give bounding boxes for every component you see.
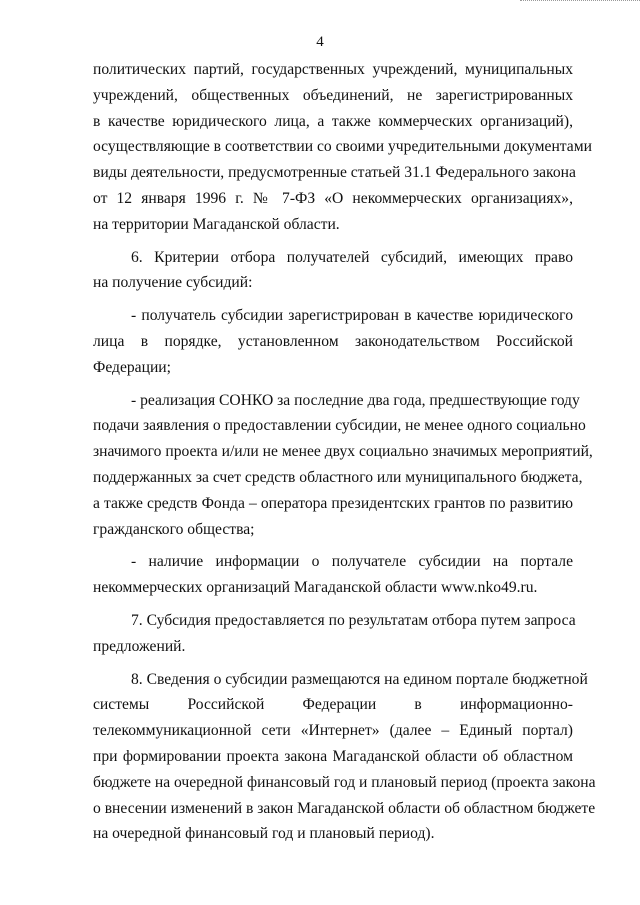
- text-line: гражданского общества;: [93, 520, 255, 538]
- paragraph-gap: [93, 601, 573, 608]
- text-line: в качестве юридического лица, а также коммерческих организаций),: [93, 112, 573, 130]
- page-number: 4: [316, 34, 324, 50]
- text-line: виды деятельности, предусмотренные статьей 31.1 Федерального закона: [93, 164, 576, 182]
- text-line: от 12 января 1996 г. № 7-ФЗ «О некоммерческих организациях»,: [93, 189, 573, 207]
- text-line: - реализация СОНКО за последние два года, предшествующие году: [131, 391, 580, 409]
- text-line: 6. Критерии отбора получателей субсидий, имеющих право: [131, 248, 573, 266]
- text-line: системы Российской Федерации в информационно-: [93, 696, 573, 714]
- text-line: подачи заявления о предоставлении субсидии, не менее одного социально: [93, 417, 586, 435]
- paragraph-gap: [93, 296, 573, 303]
- text-line: на получение субсидий:: [93, 274, 253, 292]
- paragraph-gap: [93, 660, 573, 667]
- text-line: поддержанных за счет средств областного или муниципального бюджета,: [93, 468, 583, 486]
- text-line: лица в порядке, установленном законодательством Российской: [93, 332, 573, 350]
- text-line: 7. Субсидия предоставляется по результатам отбора путем запроса: [131, 611, 576, 629]
- text-line: некоммерческих организаций Магаданской области www.nko49.ru.: [93, 579, 538, 597]
- text-line: политических партий, государственных учреждений, муниципальных: [93, 61, 573, 78]
- text-line: при формировании проекта закона Магаданской области об областном: [93, 747, 573, 765]
- text-line: 8. Сведения о субсидии размещаются на едином портале бюджетной: [131, 670, 588, 688]
- text-line: на очередной финансовый год и плановый период).: [93, 825, 435, 843]
- text-line: учреждений, общественных объединений, не зарегистрированных: [93, 86, 573, 104]
- text-line: а также средств Фонда – оператора президентских грантов по развитию: [93, 494, 573, 512]
- text-line: телекоммуникационной сети «Интернет» (далее – Единый портал): [93, 722, 573, 740]
- text-line: о внесении изменений в закон Магаданской области об областном бюджете: [93, 799, 596, 817]
- paragraph-gap: [93, 381, 573, 388]
- scan-edge-mark: [520, 0, 640, 6]
- text-line: бюджете на очередной финансовый год и плановый период (проекта закона: [93, 773, 596, 791]
- text-line: значимого проекта и/или не менее двух социально значимых мероприятий,: [93, 443, 593, 461]
- text-line: осуществляющие в соответствии со своими учредительными документами: [93, 138, 592, 156]
- text-line: предложений.: [93, 637, 186, 655]
- text-line: Федерации;: [93, 358, 171, 376]
- text-line: - получатель субсидии зарегистрирован в качестве юридического: [131, 307, 573, 325]
- document-body: [93, 57, 596, 847]
- text-line: - наличие информации о получателе субсидии на портале: [131, 553, 573, 571]
- text-line: на территории Магаданской области.: [93, 215, 340, 233]
- paragraph-gap: [93, 238, 573, 245]
- paragraph-gap: [93, 542, 573, 549]
